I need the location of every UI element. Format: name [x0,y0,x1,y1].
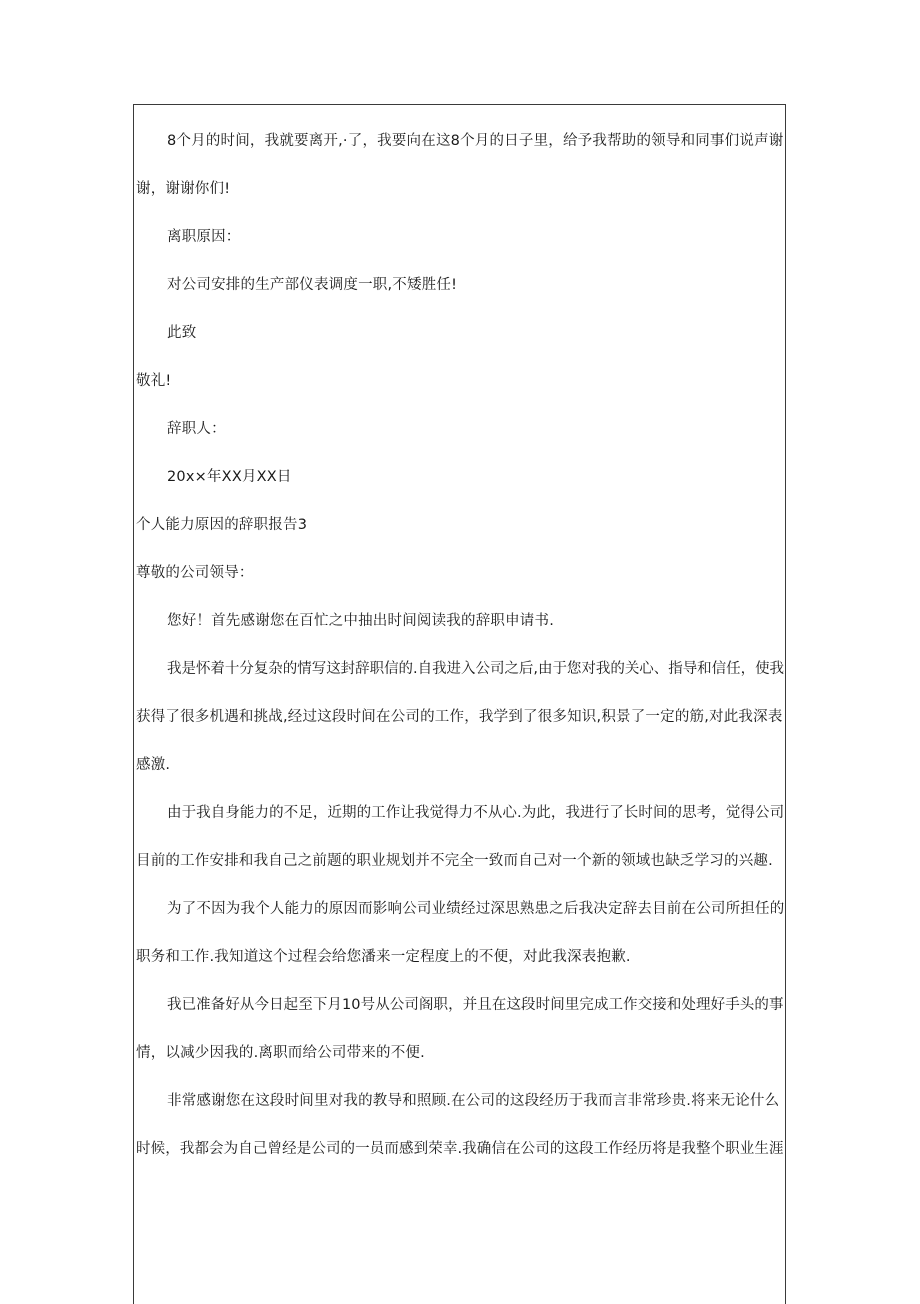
section-title: 个人能力原因的辞职报告3 [136,517,308,533]
paragraph-line: 非常感谢您在这段时间里对我的教导和照顾.在公司的这段经历于我而言非常珍贵.将来无论什么 [167,1093,780,1109]
salutation: 尊敬的公司领导： [136,565,254,581]
paragraph-line: 离职原因： [167,229,241,245]
paragraph-line: 由于我自身能力的不足，近期的工作让我觉得力不从心.为此，我进行了长时间的思考，觉得公司 [167,805,785,821]
paragraph-line: 目前的工作安排和我自己之前题的职业规划并不完全一致而自己对一个新的领域也缺乏学习的兴趣. [136,853,773,869]
closing-line: 敬礼! [136,373,172,389]
closing-line: 此致 [167,325,197,341]
paragraph-line: 情，以减少因我的.离职而给公司带来的不便. [136,1045,425,1061]
paragraph-line: 我是怀着十分复杂的情写这封辞职信的.自我进入公司之后,由于您对我的关心、指导和信任，使我 [167,661,785,677]
paragraph-line: 获得了很多机遇和挑战,经过这段时间在公司的工作，我学到了很多知识,积景了一定的筋,对此我深表 [136,709,783,725]
paragraph-line: 为了不因为我个人能力的原因而影响公司业绩经过深思熟患之后我决定辞去目前在公司所担任的 [167,901,785,917]
paragraph-line: 您好！首先感谢您在百忙之中抽出时间阅读我的辞职申请书. [167,613,555,629]
paragraph-line: 我已准备好从今日起至下月10号从公司阁职，并且在这段时间里完成工作交接和处理好手头的事 [167,997,784,1013]
paragraph-line: 8个月的时间，我就要离开,·了，我要向在这8个月的日子里，给予我帮助的领导和同事们说声谢 [167,133,784,149]
paragraph-line: 职务和工作.我知道这个过程会给您潘来一定程度上的不便，对此我深表抱歉. [136,949,631,965]
signature-label: 辞职人： [167,421,226,437]
date-line: 20x×年XX月XX日 [167,469,292,485]
paragraph-line: 谢，谢谢你们! [136,181,231,197]
paragraph-line: 感激. [136,757,171,773]
paragraph-line: 对公司安排的生产部仪表调度一职,不矮胜任! [167,277,458,293]
paragraph-line: 时候，我都会为自己曾经是公司的一员而感到荣幸.我确信在公司的这段工作经历将是我整个职业生涯 [136,1141,784,1157]
